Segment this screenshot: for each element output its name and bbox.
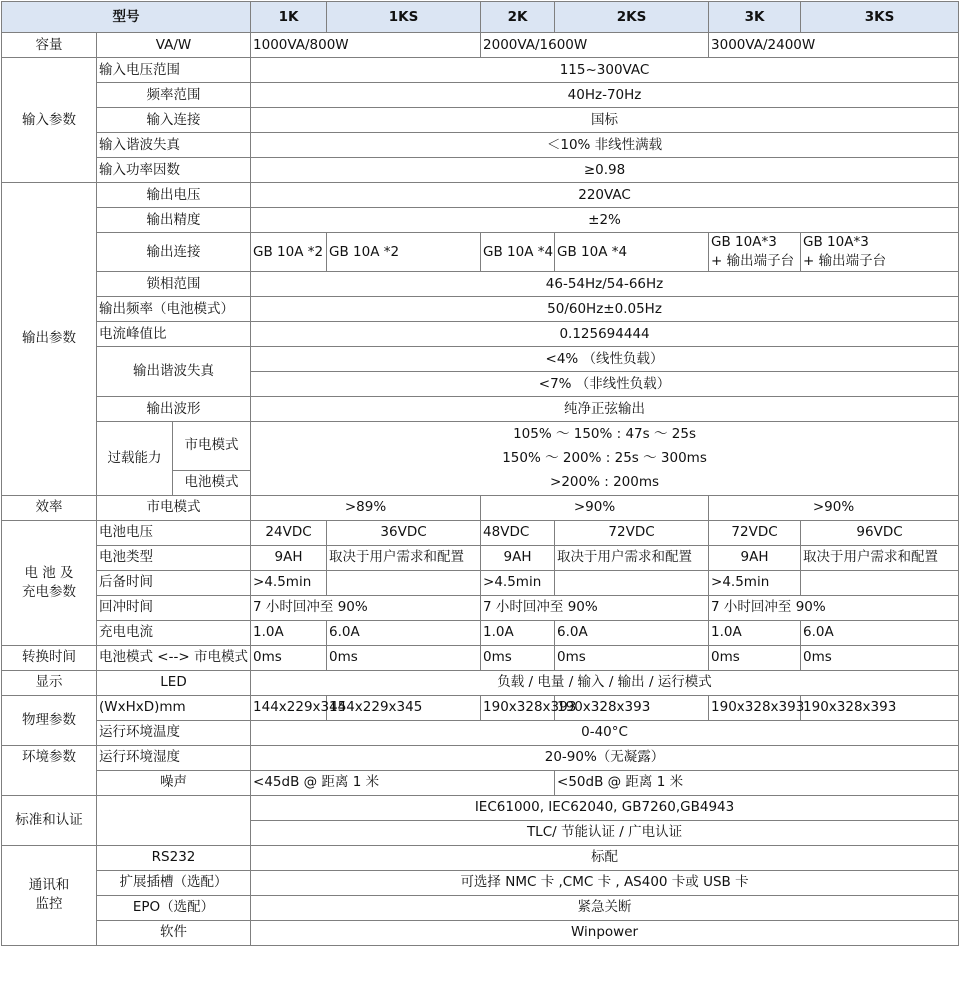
cell-value: 48VDC [481,520,555,545]
cell-value: 0ms [555,645,709,670]
group-comm [2,845,97,945]
cell-value: 36VDC [327,520,481,545]
cell-value: Winpower [251,920,959,945]
group-battery [2,520,97,645]
cell-value: 20-90%（无凝露） [251,745,959,770]
empty-cell [97,795,251,845]
cell-value: 0ms [327,645,481,670]
output-connection-row [2,233,959,272]
output-thd-row [2,347,959,372]
epo-row [2,895,959,920]
cell-value [709,233,801,272]
cell-value: >4.5min [481,570,555,595]
row-label: 输出波形 [97,397,251,422]
group-physical: 物理参数 [2,695,97,745]
row-sublabel: 市电模式 [173,422,251,471]
cell-value: IEC61000, IEC62040, GB7260,GB4943 [251,795,959,820]
header-model: 型号 [2,2,251,33]
cell-value: 9AH [709,545,801,570]
row-label: 扩展插槽（选配） [97,870,251,895]
cell-value: 9AH [481,545,555,570]
cell-value: GB 10A *4 [481,233,555,272]
header-3ks: 3KS [801,2,959,33]
capacity-row [2,33,959,58]
cell-value: 6.0A [327,620,481,645]
header-1k: 1K [251,2,327,33]
cell-value: 7 小时回冲至 90% [481,595,709,620]
cell-value: <7% （非线性负载） [251,372,959,397]
row-label: EPO（选配） [97,895,251,920]
phase-lock-row [2,272,959,297]
cell-value: 190x328x393 [481,695,555,720]
software-row [2,920,959,945]
cell-value: 220VAC [251,183,959,208]
row-label: 噪声 [97,770,251,795]
cell-value: 取决于用户需求和配置 [555,545,709,570]
cell-value: 50/60Hz±0.05Hz [251,297,959,322]
cell-value: 96VDC [801,520,959,545]
cell-value: 0ms [251,645,327,670]
row-label: 软件 [97,920,251,945]
cell-value: 取决于用户需求和配置 [327,545,481,570]
slot-row [2,870,959,895]
row-label: 输入连接 [97,108,251,133]
cell-value: 24VDC [251,520,327,545]
row-label: LED [97,670,251,695]
cell-value: 190x328x393 [555,695,709,720]
cell-value: 国标 [251,108,959,133]
cell-value: 取决于用户需求和配置 [801,545,959,570]
header-2ks: 2KS [555,2,709,33]
display-row [2,670,959,695]
row-label: 锁相范围 [97,272,251,297]
input-connection-row [2,108,959,133]
temp-row [2,720,959,745]
cell-value [801,233,959,272]
row-label: 输出电压 [97,183,251,208]
output-voltage-row [2,183,959,208]
row-label: 输出谐波失真 [97,347,251,397]
cell-value: 105% ～ 150% : 47s ～ 25s [251,422,959,447]
spec-table [1,1,959,946]
group-display: 显示 [2,670,97,695]
cell-line: + 输出端子台 [803,253,887,269]
cell-value: 1.0A [251,620,327,645]
row-label: 市电模式 [97,495,251,520]
cell-value: 纯净正弦输出 [251,397,959,422]
header-1ks: 1KS [327,2,481,33]
cell-value: ≥0.98 [251,158,959,183]
cell-value: 0ms [801,645,959,670]
cell-value: 72VDC [555,520,709,545]
cell-value: <50dB @ 距离 1 米 [555,770,959,795]
cell-value: >200% : 200ms [251,470,959,495]
input-thd-row [2,133,959,158]
row-label: 电池类型 [97,545,251,570]
dimensions-row [2,695,959,720]
cell-value: 标配 [251,845,959,870]
group-efficiency: 效率 [2,495,97,520]
empty-cell [2,770,97,795]
efficiency-row [2,495,959,520]
cell-value: >4.5min [709,570,801,595]
row-label: 运行环境湿度 [97,745,251,770]
row-label: 输入功率因数 [97,158,251,183]
group-capacity: 容量 [2,33,97,58]
group-line: 监控 [35,896,63,912]
header-2k: 2K [481,2,555,33]
cell-value: <4% （线性负载） [251,347,959,372]
row-label: 回冲时间 [97,595,251,620]
cell-value: 1.0A [709,620,801,645]
cell-value: 144x229x345 [327,695,481,720]
group-env: 环境参数 [2,745,97,770]
cell-value: 紧急关断 [251,895,959,920]
transfer-row [2,645,959,670]
cell-value [327,570,481,595]
cell-value: 1000VA/800W [251,33,481,58]
cell-value: >90% [709,495,959,520]
cell-value: 0ms [709,645,801,670]
group-line: 充电参数 [22,583,76,600]
row-label: 充电电流 [97,620,251,645]
cell-value: 40Hz-70Hz [251,83,959,108]
row-label: 输出频率（电池模式） [97,297,251,322]
standards-row [2,795,959,820]
group-output: 输出参数 [2,183,97,496]
row-label: 输入谐波失真 [97,133,251,158]
cell-value: ±2% [251,208,959,233]
row-label: 电流峰值比 [97,322,251,347]
cell-value: GB 10A *2 [251,233,327,272]
cell-value: GB 10A *4 [555,233,709,272]
row-label: 输出连接 [97,233,251,272]
battery-voltage-row [2,520,959,545]
input-voltage-row [2,58,959,83]
output-freq-row [2,297,959,322]
cell-value: 6.0A [555,620,709,645]
rs232-row [2,845,959,870]
cell-value: 6.0A [801,620,959,645]
cell-value: 0ms [481,645,555,670]
cell-value: 72VDC [709,520,801,545]
cell-value: 0-40°C [251,720,959,745]
cell-value: 46-54Hz/54-66Hz [251,272,959,297]
cell-value: >4.5min [251,570,327,595]
cell-value: ＜10% 非线性满载 [251,133,959,158]
group-line: 电 池 及 [24,564,74,581]
overload-row [2,422,959,447]
row-label: 后备时间 [97,570,251,595]
cell-value: 可选择 NMC 卡 ,CMC 卡 , AS400 卡或 USB 卡 [251,870,959,895]
cell-value [801,570,959,595]
cell-value: 负载 / 电量 / 输入 / 输出 / 运行模式 [251,670,959,695]
cell-value: 1.0A [481,620,555,645]
cell-value: >90% [481,495,709,520]
row-label: 频率范围 [97,83,251,108]
crest-row [2,322,959,347]
backup-row [2,570,959,595]
humidity-row [2,745,959,770]
row-label: 输入电压范围 [97,58,251,83]
row-sublabel: 电池模式 [173,470,251,495]
battery-type-row [2,545,959,570]
waveform-row [2,397,959,422]
cell-value: 115~300VAC [251,58,959,83]
cell-value: 7 小时回冲至 90% [251,595,481,620]
row-label: RS232 [97,845,251,870]
group-line: 通讯和 [28,877,70,893]
noise-row [2,770,959,795]
row-label: 运行环境温度 [97,720,251,745]
output-accuracy-row [2,208,959,233]
group-input: 输入参数 [2,58,97,183]
cell-value: 190x328x393 [801,695,959,720]
cell-value [555,570,709,595]
cell-value: 2000VA/1600W [481,33,709,58]
cell-value: 7 小时回冲至 90% [709,595,959,620]
input-freq-row [2,83,959,108]
row-label: 电池模式 <--> 市电模式 [97,645,251,670]
row-label: 过载能力 [97,422,173,496]
header-row [2,2,959,33]
cell-line: GB 10A*3 [711,234,777,250]
row-label: (WxHxD)mm [97,695,251,720]
row-label: VA/W [97,33,251,58]
cell-value: 9AH [251,545,327,570]
cell-line: + 输出端子台 [711,253,795,269]
cell-value: >89% [251,495,481,520]
cell-value: GB 10A *2 [327,233,481,272]
group-standards: 标准和认证 [2,795,97,845]
header-3k: 3K [709,2,801,33]
recharge-row [2,595,959,620]
input-pf-row [2,158,959,183]
cell-value: 0.125694444 [251,322,959,347]
charge-current-row [2,620,959,645]
row-label: 电池电压 [97,520,251,545]
row-label: 输出精度 [97,208,251,233]
cell-value: <45dB @ 距离 1 米 [251,770,555,795]
cell-line: GB 10A*3 [803,234,869,250]
cell-value: 3000VA/2400W [709,33,959,58]
group-transfer: 转换时间 [2,645,97,670]
cell-value: 144x229x345 [251,695,327,720]
cell-value: 150% ～ 200% : 25s ～ 300ms [251,446,959,470]
cell-value: 190x328x393 [709,695,801,720]
cell-value: TLC/ 节能认证 / 广电认证 [251,820,959,845]
